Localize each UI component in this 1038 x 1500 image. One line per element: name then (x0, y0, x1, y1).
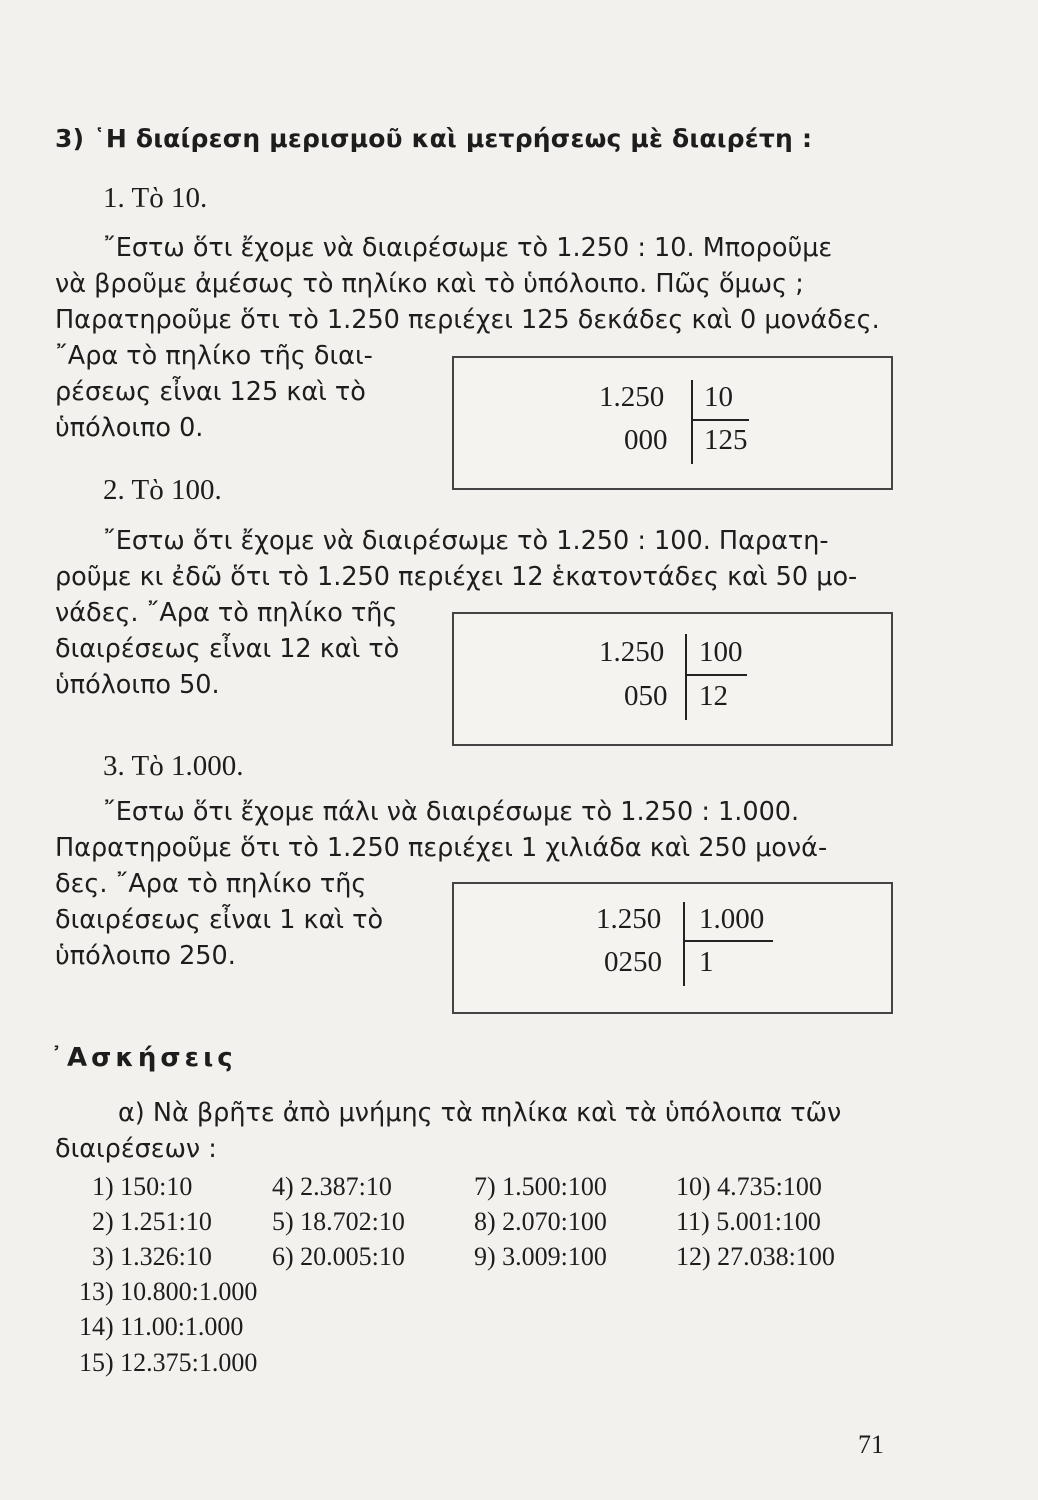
division-vertical-line (683, 902, 685, 986)
exercise-item: 11) 5.001:100 (676, 1207, 821, 1236)
exercise-item: 9) 3.009:100 (474, 1242, 607, 1271)
division-vertical-line (691, 380, 693, 464)
case3-line: διαιρέσεως εἶναι 1 καὶ τὸ (55, 905, 384, 935)
case1-title: 1. Τὸ 10. (103, 182, 208, 214)
case2-title: 2. Τὸ 100. (103, 474, 222, 506)
division-vertical-line (685, 634, 687, 720)
exercise-item: 14) 11.00:1.000 (79, 1312, 244, 1341)
case1-line: νὰ βροῦμε ἀμέσως τὸ πηλίκο καὶ τὸ ὑπόλοιπο. Πῶς ὅμως ; (55, 269, 804, 299)
dividend: 1.250 (596, 903, 662, 935)
case3-line: ῎Εστω ὅτι ἔχομε πάλι νὰ διαιρέσωμε τὸ 1.250 : 1.000. (103, 797, 800, 827)
exercise-item: 1) 150:10 (92, 1172, 193, 1201)
case2-line: ῎Εστω ὅτι ἔχομε νὰ διαιρέσωμε τὸ 1.250 : 100. Παρατη- (103, 526, 829, 556)
exercises-heading: ᾿Ασκήσεις (50, 1043, 237, 1073)
case1-line: ὑπόλοιπο 0. (55, 413, 204, 443)
remainder: 0250 (604, 946, 662, 978)
division-horizontal-line (683, 940, 773, 942)
dividend: 1.250 (599, 381, 665, 413)
exercise-item: 7) 1.500:100 (474, 1172, 607, 1201)
division-box-3 (452, 882, 893, 1014)
divisor: 100 (699, 636, 743, 668)
exercises-instruction-cont: διαιρέσεων : (55, 1134, 217, 1164)
case1-line: ῎Εστω ὅτι ἔχομε νὰ διαιρέσωμε τὸ 1.250 : 10. Μποροῦμε (103, 233, 833, 263)
division-horizontal-line (685, 674, 747, 676)
case3-line: Παρατηροῦμε ὅτι τὸ 1.250 περιέχει 1 χιλιάδα καὶ 250 μονά- (55, 833, 828, 863)
section-heading: 3) ῾Η διαίρεση μερισμοῦ καὶ μετρήσεως μὲ διαιρέτη : (55, 124, 813, 153)
exercise-item: 10) 4.735:100 (676, 1172, 822, 1201)
exercise-item: 8) 2.070:100 (474, 1207, 607, 1236)
quotient: 1 (699, 946, 714, 978)
page-number: 71 (858, 1430, 884, 1459)
division-horizontal-line (691, 419, 749, 421)
exercise-item: 13) 10.800:1.000 (79, 1277, 258, 1306)
case3-line: δες. ῎Αρα τὸ πηλίκο τῆς (55, 869, 367, 899)
case2-line: ροῦμε κι ἐδῶ ὅτι τὸ 1.250 περιέχει 12 ἑκατοντάδες καὶ 50 μο- (55, 562, 858, 592)
exercise-item: 2) 1.251:10 (92, 1207, 212, 1236)
exercise-item: 12) 27.038:100 (676, 1242, 835, 1271)
dividend: 1.250 (599, 636, 665, 668)
case3-line: ὑπόλοιπο 250. (55, 941, 236, 971)
divisor: 10 (704, 381, 733, 413)
case1-line: ῎Αρα τὸ πηλίκο τῆς διαι- (55, 341, 373, 371)
case3-title: 3. Τὸ 1.000. (103, 750, 244, 782)
exercise-item: 5) 18.702:10 (272, 1207, 405, 1236)
exercise-item: 3) 1.326:10 (92, 1242, 212, 1271)
case1-line: ρέσεως εἶναι 125 καὶ τὸ (55, 377, 366, 407)
division-box-1 (452, 356, 893, 490)
remainder: 000 (624, 424, 668, 456)
quotient: 12 (699, 680, 728, 712)
case2-line: διαιρέσεως εἶναι 12 καὶ τὸ (55, 634, 400, 664)
divisor: 1.000 (699, 903, 765, 935)
exercises-instruction: α) Νὰ βρῆτε ἀπὸ μνήμης τὰ πηλίκα καὶ τὰ ὑπόλοιπα τῶν (118, 1098, 842, 1128)
quotient: 125 (704, 424, 748, 456)
exercise-item: 4) 2.387:10 (272, 1172, 392, 1201)
exercise-item: 6) 20.005:10 (272, 1242, 405, 1271)
case1-line: Παρατηροῦμε ὅτι τὸ 1.250 περιέχει 125 δεκάδες καὶ 0 μονάδες. (55, 305, 880, 335)
case2-line: νάδες. ῎Αρα τὸ πηλίκο τῆς (55, 598, 398, 628)
case2-line: ὑπόλοιπο 50. (55, 670, 220, 700)
division-box-2 (452, 612, 893, 746)
remainder: 050 (624, 680, 668, 712)
exercise-item: 15) 12.375:1.000 (79, 1348, 258, 1377)
